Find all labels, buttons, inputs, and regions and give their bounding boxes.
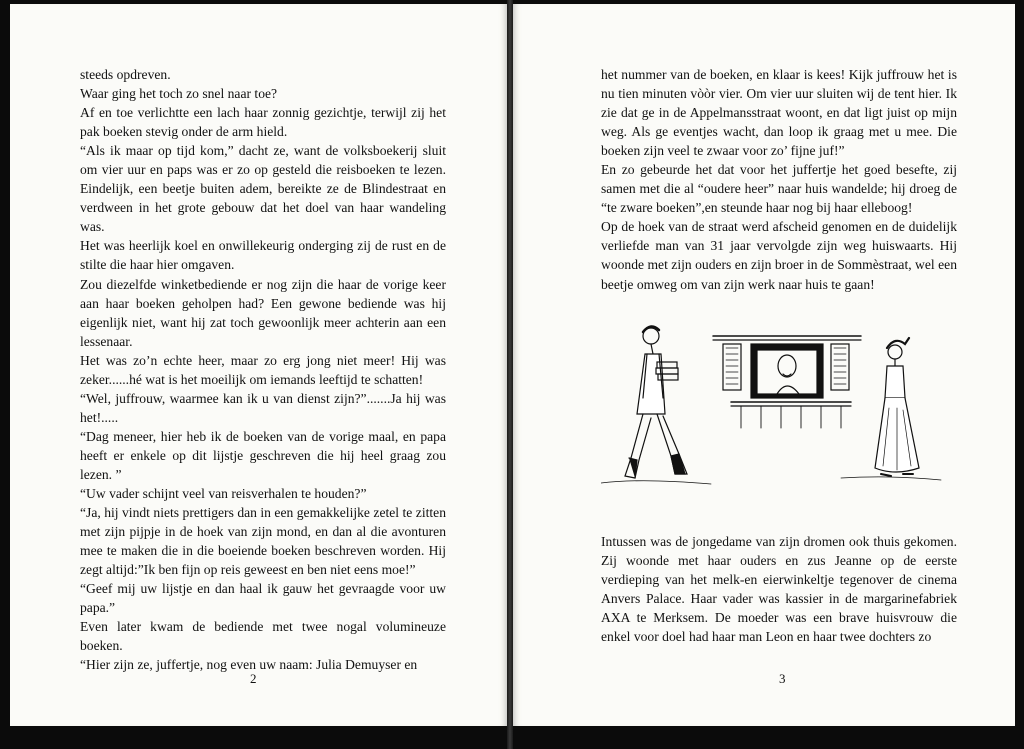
page-number: 2 <box>250 671 257 686</box>
left-page <box>10 4 507 726</box>
paragraph: En zo gebeurde het dat voor het juffertje het goed besefte, zij samen met die al “oudere heer” naar huis wandelde; hij droeg de “te zware boeken”,en steunde haar nog bij haar elleboog! <box>601 162 957 216</box>
paragraph: “Wel, juffrouw, waarmee kan ik u van dienst zijn?”.......Ja hij was het!..... <box>80 390 446 425</box>
paragraph: Intussen was de jongedame van zijn dromen ook thuis gekomen. Zij woonde met haar ouders en zus Jeanne op de eerste verdieping van het melk-en eierwinkeltje tegenover de cinema Anvers Palace. Haar vader was kassier in de margarinefabriek AXA te Merksem. De moeder was een brave huisvrouw die enkel voor doel had haar man Leon en haar twee dochters zo <box>601 534 957 645</box>
paragraph: “Uw vader schijnt veel van reisverhalen te houden?” <box>80 486 367 502</box>
paragraph: Het was heerlijk koel en onwillekeurig onderging zij de rust en de stilte die haar hier omgaven. <box>80 238 446 273</box>
illustration <box>601 318 949 500</box>
paragraph: Op de hoek van de straat werd afscheid genomen en de duidelijk verliefde man van 31 jaar vervolgde zijn weg huiswaarts. Hij woonde met zijn ouders en zijn broer in de Sommèstraat, wel een beetje omweg om van zijn werk naar huis te gaan! <box>601 219 957 292</box>
paragraph: Waar ging het toch zo snel naar toe? <box>80 86 278 102</box>
paragraph: steeds opdreven. <box>80 67 171 82</box>
right-page-text-bottom <box>601 532 957 646</box>
paragraph: “Ja, hij vindt niets prettigers dan in een gemakkelijke zetel te zitten met zijn pijpje in de hoek van zijn mond, en dan al die avonturen mee te maken die in die boeiende boeken beschreven worden. Hij zegt altijd:”Ik ben fijn op reis geweest en ben niet eens moe!” <box>80 505 446 578</box>
left-page-text <box>80 65 446 675</box>
paragraph: “Dag meneer, hier heb ik de boeken van de vorige maal, en papa heeft er enkele op dit lijstje geschreven die hij heel graag zou lezen. ” <box>80 428 446 482</box>
paragraph: het nummer van de boeken, en klaar is kees! Kijk juffrouw het is nu tien minuten vòòr vier. Om vier uur sluiten wij de tent hier. Ik zie dat ge in de Appelmansstraat woont, en dat ligt juist op mijn weg. Als ge eventjes wacht, dan loop ik graag met u mee. Die boeken zijn veel te zwaar voor zo’ fijne juf!” <box>601 67 957 159</box>
man-figure <box>625 326 687 478</box>
right-page <box>513 4 1015 726</box>
page-number: 3 <box>779 671 786 686</box>
counter-window <box>713 336 861 428</box>
paragraph: “Geef mij uw lijstje en dan haal ik gauw het gevraagde voor uw papa.” <box>80 581 446 616</box>
paragraph: Het was zo’n echte heer, maar zo erg jong niet meer! Hij was zeker......hé wat is het moeilijk om iemands leeftijd te schatten! <box>80 352 446 387</box>
lady-figure <box>875 338 919 476</box>
paragraph: Af en toe verlichtte een lach haar zonnig gezichtje, terwijl zij het pak boeken stevig onder de arm hield. <box>80 105 446 140</box>
paragraph: “Als ik maar op tijd kom,” dacht ze, want de volksboekerij sluit om vier uur en paps was er zo op gesteld die reisboeken te lezen. Eindelijk, een beetje buiten adem, bereikte ze de Blindestraat en verdween in het grote gebouw dat het doel van haar wandeling was. <box>80 143 446 235</box>
paragraph: “Hier zijn ze, juffertje, nog even uw naam: Julia Demuyser en <box>80 657 418 673</box>
paragraph: Even later kwam de bediende met twee nogal volumineuze boeken. <box>80 619 446 654</box>
paragraph: Zou diezelfde winketbediende er nog zijn die haar de vorige keer aan haar boeken geholpen had? Een gewone bediende was hij eigenlijk niet, want hij zat toch gewoonlijk meer achterin aan een lessenaar. <box>80 276 446 349</box>
right-page-text-top <box>601 65 957 294</box>
